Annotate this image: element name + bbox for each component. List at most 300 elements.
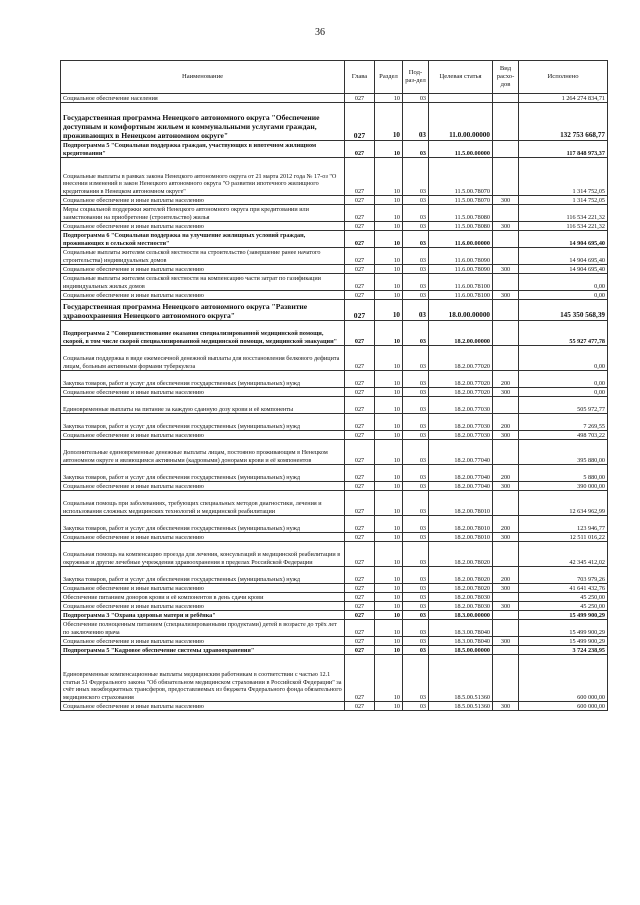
row-statya: 11.5.00.78070 xyxy=(429,158,493,196)
row-statya: 11.5.00.78080 xyxy=(429,205,493,222)
row-podrazdel: 03 xyxy=(403,274,429,291)
table-row xyxy=(61,397,608,414)
row-podrazdel: 03 xyxy=(403,702,429,711)
row-glava: 027 xyxy=(345,265,375,274)
row-podrazdel: 03 xyxy=(403,655,429,702)
row-name: Социальное обеспечение и иные выплаты населению xyxy=(61,291,345,300)
row-podrazdel: 03 xyxy=(403,388,429,397)
row-sum: 5 880,00 xyxy=(519,465,608,482)
row-glava: 027 xyxy=(345,611,375,620)
table-row xyxy=(61,620,608,637)
row-glava: 027 xyxy=(345,465,375,482)
row-statya xyxy=(429,94,493,103)
row-vid: 200 xyxy=(493,465,519,482)
table-row xyxy=(61,482,608,491)
row-sum: 600 000,00 xyxy=(519,702,608,711)
row-sum: 1 314 752,05 xyxy=(519,196,608,205)
row-glava: 027 xyxy=(345,94,375,103)
row-glava: 027 xyxy=(345,388,375,397)
row-glava: 027 xyxy=(345,702,375,711)
row-podrazdel: 03 xyxy=(403,205,429,222)
row-sum: 390 000,00 xyxy=(519,482,608,491)
table-row xyxy=(61,222,608,231)
row-statya: 11.6.00.78090 xyxy=(429,265,493,274)
row-statya: 18.2.00.77020 xyxy=(429,388,493,397)
row-glava: 027 xyxy=(345,646,375,655)
row-vid xyxy=(493,397,519,414)
row-razdel: 10 xyxy=(375,265,403,274)
row-razdel: 10 xyxy=(375,103,403,141)
row-statya: 18.2.00.77030 xyxy=(429,431,493,440)
table-row xyxy=(61,414,608,431)
row-sum: 15 499 900,29 xyxy=(519,611,608,620)
row-name: Подпрограмма 2 "Совершенствование оказания специализированной медицинской помощи, скорой, в том числе скорой специализированной медицинской помощи, медицинской эвакуации" xyxy=(61,321,345,346)
table-row xyxy=(61,231,608,248)
row-sum: 45 250,00 xyxy=(519,602,608,611)
row-vid xyxy=(493,321,519,346)
row-sum: 0,00 xyxy=(519,291,608,300)
row-name: Подпрограмма 6 "Социальная поддержка на улучшение жилищных условий граждан, проживающих в сельской местности" xyxy=(61,231,345,248)
row-statya: 11.5.00.00000 xyxy=(429,141,493,158)
row-name: Социальная помощь на компенсацию проезда для лечения, консультаций и медицинской реабилитации в окружные и другие лечебные учреждения здравоохранения в пределах Российской Федерации xyxy=(61,542,345,567)
row-sum: 41 641 432,76 xyxy=(519,584,608,593)
row-sum: 15 499 900,29 xyxy=(519,620,608,637)
row-podrazdel: 03 xyxy=(403,321,429,346)
row-sum: 42 345 412,02 xyxy=(519,542,608,567)
row-name: Социальные выплаты жителям сельской местности на компенсацию части затрат по газификации индивидуальных жилых домов xyxy=(61,274,345,291)
row-glava: 027 xyxy=(345,205,375,222)
row-vid: 200 xyxy=(493,567,519,584)
row-razdel: 10 xyxy=(375,196,403,205)
row-podrazdel: 03 xyxy=(403,222,429,231)
row-podrazdel: 03 xyxy=(403,397,429,414)
row-statya: 18.2.00.78020 xyxy=(429,567,493,584)
table-row xyxy=(61,440,608,465)
table-row xyxy=(61,611,608,620)
row-statya: 11.5.00.78070 xyxy=(429,196,493,205)
row-name: Социальные выплаты жителям сельской местности на строительство (завершение ранее начатого строительства) индивидуальных домов xyxy=(61,248,345,265)
table-row xyxy=(61,388,608,397)
row-razdel: 10 xyxy=(375,388,403,397)
row-razdel: 10 xyxy=(375,465,403,482)
row-glava: 027 xyxy=(345,584,375,593)
row-sum: 3 724 238,95 xyxy=(519,646,608,655)
row-sum: 0,00 xyxy=(519,388,608,397)
row-podrazdel: 03 xyxy=(403,491,429,516)
row-statya: 11.6.00.78100 xyxy=(429,274,493,291)
row-statya: 11.6.00.78090 xyxy=(429,248,493,265)
row-name: Социальное обеспечение и иные выплаты населению xyxy=(61,602,345,611)
row-vid: 200 xyxy=(493,414,519,431)
row-name: Социальная помощь при заболеваниях, требующих специальных методов диагностики, лечения и использования сложных медицинских технологий и медицинской реабилитации xyxy=(61,491,345,516)
row-vid xyxy=(493,94,519,103)
row-glava: 027 xyxy=(345,141,375,158)
table-row xyxy=(61,158,608,196)
row-statya: 18.2.00.77040 xyxy=(429,482,493,491)
table-row xyxy=(61,533,608,542)
row-name: Государственная программа Ненецкого автономного округа "Развитие здравоохранения Ненецкого автономного округа" xyxy=(61,300,345,321)
row-sum: 14 904 695,40 xyxy=(519,231,608,248)
row-glava: 027 xyxy=(345,655,375,702)
row-razdel: 10 xyxy=(375,397,403,414)
row-razdel: 10 xyxy=(375,584,403,593)
row-name: Обеспечение полноценным питанием (специализированными продуктами) детей в возрасте до трёх лет по заключению врача xyxy=(61,620,345,637)
row-statya: 18.2.00.00000 xyxy=(429,321,493,346)
table-row xyxy=(61,491,608,516)
header-glava: Глава xyxy=(345,61,375,94)
row-glava: 027 xyxy=(345,300,375,321)
table-row xyxy=(61,103,608,141)
header-name: Наименование xyxy=(61,61,345,94)
row-vid: 300 xyxy=(493,637,519,646)
row-podrazdel: 03 xyxy=(403,94,429,103)
row-name: Социальное обеспечение и иные выплаты населению xyxy=(61,637,345,646)
row-glava: 027 xyxy=(345,291,375,300)
row-glava: 027 xyxy=(345,440,375,465)
row-podrazdel: 03 xyxy=(403,567,429,584)
row-glava: 027 xyxy=(345,103,375,141)
table-row xyxy=(61,94,608,103)
table-row xyxy=(61,602,608,611)
row-razdel: 10 xyxy=(375,533,403,542)
row-glava: 027 xyxy=(345,222,375,231)
row-statya: 18.3.00.00000 xyxy=(429,611,493,620)
row-razdel: 10 xyxy=(375,346,403,371)
row-podrazdel: 03 xyxy=(403,611,429,620)
row-podrazdel: 03 xyxy=(403,346,429,371)
row-sum: 703 979,26 xyxy=(519,567,608,584)
row-sum: 600 000,00 xyxy=(519,655,608,702)
row-sum: 1 264 274 834,71 xyxy=(519,94,608,103)
row-vid xyxy=(493,646,519,655)
row-podrazdel: 03 xyxy=(403,248,429,265)
row-statya: 18.2.00.77020 xyxy=(429,371,493,388)
row-vid: 300 xyxy=(493,702,519,711)
row-name: Социальное обеспечение и иные выплаты населению xyxy=(61,482,345,491)
row-vid xyxy=(493,158,519,196)
row-name: Социальное обеспечение и иные выплаты населению xyxy=(61,222,345,231)
row-sum: 12 511 016,22 xyxy=(519,533,608,542)
row-vid xyxy=(493,611,519,620)
row-vid xyxy=(493,300,519,321)
row-statya: 18.3.00.78040 xyxy=(429,620,493,637)
row-statya: 11.6.00.00000 xyxy=(429,231,493,248)
row-razdel: 10 xyxy=(375,516,403,533)
row-podrazdel: 03 xyxy=(403,482,429,491)
row-vid: 200 xyxy=(493,371,519,388)
row-statya: 11.0.00.00000 xyxy=(429,103,493,141)
row-razdel: 10 xyxy=(375,611,403,620)
row-glava: 027 xyxy=(345,397,375,414)
row-razdel: 10 xyxy=(375,300,403,321)
row-name: Подпрограмма 3 "Охрана здоровья матери и ребёнка" xyxy=(61,611,345,620)
row-podrazdel: 03 xyxy=(403,440,429,465)
row-statya: 18.2.00.77030 xyxy=(429,414,493,431)
row-razdel: 10 xyxy=(375,491,403,516)
table-row xyxy=(61,593,608,602)
row-vid: 300 xyxy=(493,196,519,205)
row-name: Меры социальной поддержки жителей Ненецкого автономного округа при кредитовании или заимствовании на приобретение (строительство) жилья xyxy=(61,205,345,222)
row-podrazdel: 03 xyxy=(403,542,429,567)
row-razdel: 10 xyxy=(375,593,403,602)
row-sum: 498 703,22 xyxy=(519,431,608,440)
row-vid xyxy=(493,440,519,465)
row-glava: 027 xyxy=(345,321,375,346)
row-name: Дополнительные единовременные денежные выплаты лицам, постоянно проживающим в Ненецком автономном округе и являющимся активными (кадровыми) донорами крови и её компонентов xyxy=(61,440,345,465)
row-vid xyxy=(493,103,519,141)
row-sum: 117 848 973,37 xyxy=(519,141,608,158)
table-row xyxy=(61,431,608,440)
row-name: Закупка товаров, работ и услуг для обеспечения государственных (муниципальных) нужд xyxy=(61,465,345,482)
row-name: Закупка товаров, работ и услуг для обеспечения государственных (муниципальных) нужд xyxy=(61,414,345,431)
row-vid xyxy=(493,141,519,158)
row-podrazdel: 03 xyxy=(403,602,429,611)
table-row xyxy=(61,371,608,388)
table-row xyxy=(61,516,608,533)
header-sum: Исполнено xyxy=(519,61,608,94)
row-statya: 18.2.00.78030 xyxy=(429,602,493,611)
row-statya: 18.5.00.51360 xyxy=(429,655,493,702)
row-name: Социальное обеспечение и иные выплаты населению xyxy=(61,196,345,205)
row-glava: 027 xyxy=(345,414,375,431)
row-glava: 027 xyxy=(345,602,375,611)
table-row xyxy=(61,141,608,158)
header-razdel: Раздел xyxy=(375,61,403,94)
row-razdel: 10 xyxy=(375,602,403,611)
row-razdel: 10 xyxy=(375,141,403,158)
row-name: Социальное обеспечение и иные выплаты населению xyxy=(61,265,345,274)
table-row xyxy=(61,637,608,646)
row-sum: 55 927 477,78 xyxy=(519,321,608,346)
header-podrazdel: Под-раз-дел xyxy=(403,61,429,94)
row-statya: 18.3.00.78040 xyxy=(429,637,493,646)
row-podrazdel: 03 xyxy=(403,593,429,602)
row-sum: 132 753 668,77 xyxy=(519,103,608,141)
row-statya: 18.2.00.78010 xyxy=(429,516,493,533)
row-sum: 116 534 221,32 xyxy=(519,222,608,231)
table-row xyxy=(61,205,608,222)
row-podrazdel: 03 xyxy=(403,646,429,655)
row-sum: 7 269,55 xyxy=(519,414,608,431)
row-razdel: 10 xyxy=(375,567,403,584)
row-vid: 300 xyxy=(493,265,519,274)
row-glava: 027 xyxy=(345,196,375,205)
table-row xyxy=(61,248,608,265)
table-row xyxy=(61,291,608,300)
row-sum: 45 250,00 xyxy=(519,593,608,602)
row-name: Единовременные выплаты на питание за каждую сданную дозу крови и её компоненты xyxy=(61,397,345,414)
row-vid xyxy=(493,542,519,567)
row-sum: 15 499 900,29 xyxy=(519,637,608,646)
row-podrazdel: 03 xyxy=(403,533,429,542)
row-glava: 027 xyxy=(345,491,375,516)
row-podrazdel: 03 xyxy=(403,300,429,321)
row-razdel: 10 xyxy=(375,414,403,431)
row-name: Социальное обеспечение и иные выплаты населению xyxy=(61,702,345,711)
row-razdel: 10 xyxy=(375,321,403,346)
row-podrazdel: 03 xyxy=(403,584,429,593)
row-glava: 027 xyxy=(345,274,375,291)
row-podrazdel: 03 xyxy=(403,465,429,482)
row-podrazdel: 03 xyxy=(403,141,429,158)
row-glava: 027 xyxy=(345,371,375,388)
table-row xyxy=(61,584,608,593)
table-row xyxy=(61,567,608,584)
row-sum: 12 634 962,99 xyxy=(519,491,608,516)
row-statya: 18.5.00.51360 xyxy=(429,702,493,711)
row-razdel: 10 xyxy=(375,637,403,646)
row-statya: 18.2.00.78020 xyxy=(429,584,493,593)
row-podrazdel: 03 xyxy=(403,265,429,274)
row-glava: 027 xyxy=(345,533,375,542)
row-vid xyxy=(493,593,519,602)
row-vid xyxy=(493,655,519,702)
row-razdel: 10 xyxy=(375,205,403,222)
row-sum: 145 350 568,39 xyxy=(519,300,608,321)
row-statya: 11.5.00.78080 xyxy=(429,222,493,231)
row-glava: 027 xyxy=(345,482,375,491)
table-row xyxy=(61,274,608,291)
row-glava: 027 xyxy=(345,431,375,440)
row-podrazdel: 03 xyxy=(403,196,429,205)
row-razdel: 10 xyxy=(375,274,403,291)
row-sum: 1 314 752,05 xyxy=(519,158,608,196)
row-podrazdel: 03 xyxy=(403,431,429,440)
row-statya: 18.0.00.00000 xyxy=(429,300,493,321)
table-row xyxy=(61,465,608,482)
row-statya: 18.2.00.78010 xyxy=(429,491,493,516)
row-razdel: 10 xyxy=(375,646,403,655)
row-sum: 0,00 xyxy=(519,346,608,371)
row-razdel: 10 xyxy=(375,94,403,103)
row-glava: 027 xyxy=(345,542,375,567)
row-podrazdel: 03 xyxy=(403,371,429,388)
row-razdel: 10 xyxy=(375,655,403,702)
row-razdel: 10 xyxy=(375,371,403,388)
page-number: 36 xyxy=(315,27,325,38)
row-glava: 027 xyxy=(345,516,375,533)
row-name: Социальная поддержка в виде ежемесячной денежной выплаты для восстановления белкового дефицита лицам, больным активными формами туберкулеза xyxy=(61,346,345,371)
row-name: Социальное обеспечение и иные выплаты населению xyxy=(61,431,345,440)
row-razdel: 10 xyxy=(375,620,403,637)
row-vid: 300 xyxy=(493,222,519,231)
row-glava: 027 xyxy=(345,637,375,646)
row-podrazdel: 03 xyxy=(403,291,429,300)
row-name: Социальное обеспечение и иные выплаты населению xyxy=(61,388,345,397)
row-name: Подпрограмма 5 "Кадровое обеспечение системы здравоохранения" xyxy=(61,646,345,655)
row-statya: 18.2.00.77030 xyxy=(429,397,493,414)
row-vid xyxy=(493,274,519,291)
expenditure-table xyxy=(60,60,608,711)
row-vid: 300 xyxy=(493,584,519,593)
table-row xyxy=(61,542,608,567)
row-vid: 300 xyxy=(493,431,519,440)
row-name: Государственная программа Ненецкого автономного округа "Обеспечение доступным и комфортным жильем и коммунальными услугами граждан, проживающих в Ненецком автономном округе" xyxy=(61,103,345,141)
header-statya: Целевая статья xyxy=(429,61,493,94)
row-sum: 505 972,77 xyxy=(519,397,608,414)
header-vid: Вид расхо-дов xyxy=(493,61,519,94)
row-vid: 300 xyxy=(493,388,519,397)
row-sum: 395 880,00 xyxy=(519,440,608,465)
table-row xyxy=(61,702,608,711)
row-podrazdel: 03 xyxy=(403,414,429,431)
row-razdel: 10 xyxy=(375,158,403,196)
row-podrazdel: 03 xyxy=(403,637,429,646)
row-vid xyxy=(493,248,519,265)
row-razdel: 10 xyxy=(375,222,403,231)
row-statya: 18.2.00.78010 xyxy=(429,533,493,542)
row-glava: 027 xyxy=(345,346,375,371)
row-podrazdel: 03 xyxy=(403,158,429,196)
row-vid xyxy=(493,346,519,371)
row-name: Единовременные компенсационные выплаты медицинским работникам в соответствии с частью 12.1 статьи 51 Федерального закона "Об обязательном медицинском страховании в Российской Федерации" за счёт иных межбюджетных трансферов, предоставляемых из бюджета Федерального фонда обязательного медицинского страхования xyxy=(61,655,345,702)
row-name: Социальные выплаты в рамках закона Ненецкого автономного округа от 21 марта 2012 года № 17-оз "О внесении изменений в закон Ненецкого автономного округа "О развитии ипотечного жилищного кредитования в Ненецком автономном округе" xyxy=(61,158,345,196)
row-statya: 18.2.00.78030 xyxy=(429,593,493,602)
row-name: Социальное обеспечение и иные выплаты населению xyxy=(61,533,345,542)
row-name: Социальное обеспечение и иные выплаты населению xyxy=(61,584,345,593)
row-podrazdel: 03 xyxy=(403,620,429,637)
row-vid: 300 xyxy=(493,602,519,611)
row-razdel: 10 xyxy=(375,248,403,265)
row-razdel: 10 xyxy=(375,542,403,567)
row-statya: 18.2.00.78020 xyxy=(429,542,493,567)
row-statya: 18.2.00.77040 xyxy=(429,440,493,465)
row-statya: 18.2.00.77040 xyxy=(429,465,493,482)
row-vid xyxy=(493,491,519,516)
row-sum: 14 904 695,40 xyxy=(519,265,608,274)
row-sum: 116 534 221,32 xyxy=(519,205,608,222)
row-glava: 027 xyxy=(345,158,375,196)
row-podrazdel: 03 xyxy=(403,231,429,248)
table-header-row xyxy=(61,61,608,94)
row-glava: 027 xyxy=(345,231,375,248)
row-name: Социальное обеспечение населения xyxy=(61,94,345,103)
row-sum: 123 946,77 xyxy=(519,516,608,533)
table-row xyxy=(61,646,608,655)
row-glava: 027 xyxy=(345,620,375,637)
row-vid: 300 xyxy=(493,533,519,542)
row-name: Обеспечение питанием доноров крови и её компонентов в день сдачи крови xyxy=(61,593,345,602)
row-podrazdel: 03 xyxy=(403,516,429,533)
row-statya: 18.2.00.77020 xyxy=(429,346,493,371)
row-sum: 0,00 xyxy=(519,274,608,291)
table-row xyxy=(61,196,608,205)
row-glava: 027 xyxy=(345,593,375,602)
row-vid: 200 xyxy=(493,516,519,533)
row-name: Закупка товаров, работ и услуг для обеспечения государственных (муниципальных) нужд xyxy=(61,567,345,584)
table-row xyxy=(61,300,608,321)
table-row xyxy=(61,265,608,274)
row-podrazdel: 03 xyxy=(403,103,429,141)
row-vid: 300 xyxy=(493,291,519,300)
table-row xyxy=(61,346,608,371)
row-razdel: 10 xyxy=(375,231,403,248)
row-razdel: 10 xyxy=(375,431,403,440)
row-statya: 18.5.00.00000 xyxy=(429,646,493,655)
row-vid: 300 xyxy=(493,482,519,491)
row-vid xyxy=(493,620,519,637)
row-razdel: 10 xyxy=(375,291,403,300)
row-name: Закупка товаров, работ и услуг для обеспечения государственных (муниципальных) нужд xyxy=(61,516,345,533)
row-statya: 11.6.00.78100 xyxy=(429,291,493,300)
row-glava: 027 xyxy=(345,248,375,265)
row-glava: 027 xyxy=(345,567,375,584)
row-name: Закупка товаров, работ и услуг для обеспечения государственных (муниципальных) нужд xyxy=(61,371,345,388)
row-vid xyxy=(493,205,519,222)
row-sum: 14 904 695,40 xyxy=(519,248,608,265)
table-row xyxy=(61,321,608,346)
table-row xyxy=(61,655,608,702)
